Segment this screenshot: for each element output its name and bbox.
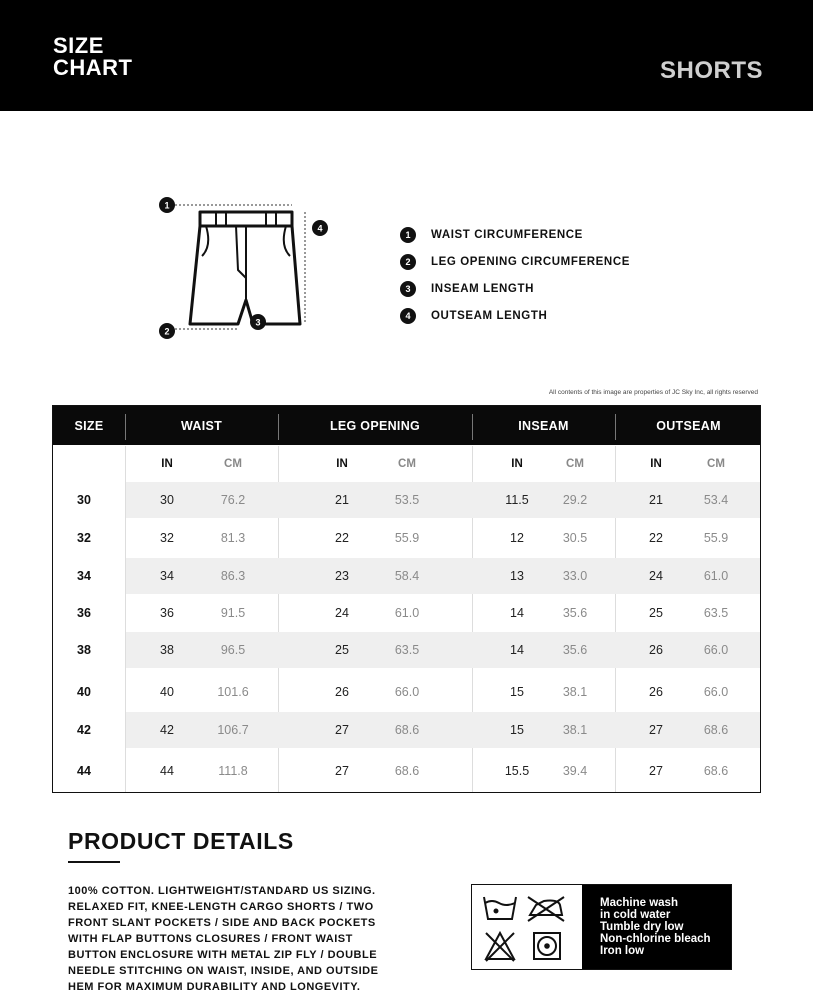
legend-item xyxy=(400,275,630,302)
in-value-cell: 21 xyxy=(335,493,349,507)
size-cell: 32 xyxy=(77,531,91,545)
unit-cm-label: CM xyxy=(566,458,584,470)
detail-line: WITH FLAP BUTTONS CLOSURES / FRONT WAIST xyxy=(68,933,353,945)
cm-value-cell: 33.0 xyxy=(562,569,588,583)
detail-line: HEM FOR MAXIMUM DURABILITY AND LONGEVITY. xyxy=(68,981,361,993)
in-value-cell: 14 xyxy=(510,643,524,657)
cm-value-cell: 66.0 xyxy=(703,685,729,699)
in-value-cell: 27 xyxy=(335,764,349,778)
legend-item xyxy=(400,248,630,275)
size-cell: 30 xyxy=(77,493,91,507)
in-value-cell: 22 xyxy=(335,531,349,545)
size-cell: 40 xyxy=(77,685,91,699)
in-value-cell: 24 xyxy=(649,569,663,583)
cm-value-cell: 53.4 xyxy=(703,493,729,507)
in-value-cell: 11.5 xyxy=(505,493,529,507)
cm-value-cell: 68.6 xyxy=(394,723,420,737)
cm-value-cell: 66.0 xyxy=(703,643,729,657)
detail-line: BUTTON ENCLOSURE WITH METAL ZIP FLY / DOUBLE xyxy=(68,949,378,961)
legend-number: 3 xyxy=(400,281,416,297)
cm-value-cell: 91.5 xyxy=(220,606,246,620)
legend-label: OUTSEAM LENGTH xyxy=(431,309,548,322)
in-value-cell: 23 xyxy=(335,569,349,583)
diagram-marker-3: 3 xyxy=(255,317,261,328)
cm-value-cell: 81.3 xyxy=(220,531,246,545)
cm-value-cell: 38.1 xyxy=(562,685,588,699)
cm-value-cell: 30.5 xyxy=(562,531,588,545)
in-value-cell: 36 xyxy=(160,606,174,620)
unit-cm-label: CM xyxy=(224,458,242,470)
in-value-cell: 25 xyxy=(335,643,349,657)
cm-value-cell: 66.0 xyxy=(394,685,420,699)
care-symbols xyxy=(472,885,580,968)
legend-label: LEG OPENING CIRCUMFERENCE xyxy=(431,255,631,268)
shorts-diagram-icon xyxy=(150,190,340,340)
detail-line: FRONT SLANT POCKETS / SIDE AND BACK POCKETS xyxy=(68,917,376,929)
detail-line: 100% COTTON. LIGHTWEIGHT/STANDARD US SIZING. xyxy=(68,885,376,897)
in-value-cell: 13 xyxy=(510,569,524,583)
in-value-cell: 44 xyxy=(160,764,174,778)
cm-value-cell: 63.5 xyxy=(703,606,729,620)
header-size: SIZE xyxy=(74,419,104,433)
in-value-cell: 21 xyxy=(649,493,663,507)
in-value-cell: 27 xyxy=(335,723,349,737)
cm-value-cell: 63.5 xyxy=(394,643,420,657)
size-table xyxy=(52,405,761,793)
cm-value-cell: 101.6 xyxy=(217,685,249,699)
cm-value-cell: 39.4 xyxy=(562,764,588,778)
legend-item xyxy=(400,302,630,329)
title-underline xyxy=(68,861,120,863)
cm-value-cell: 53.5 xyxy=(394,493,420,507)
diagram-marker-2: 2 xyxy=(164,326,170,337)
in-value-cell: 15 xyxy=(510,685,524,699)
cm-value-cell: 68.6 xyxy=(703,764,729,778)
cm-value-cell: 76.2 xyxy=(220,493,246,507)
care-line: in cold water xyxy=(600,909,671,921)
size-cell: 36 xyxy=(77,606,91,620)
in-value-cell: 32 xyxy=(160,531,174,545)
in-value-cell: 27 xyxy=(649,764,663,778)
care-line: Iron low xyxy=(600,945,645,957)
header-inseam: INSEAM xyxy=(518,419,569,433)
legend-label: WAIST CIRCUMFERENCE xyxy=(431,228,583,241)
product-details-body xyxy=(68,883,428,995)
legend-number: 4 xyxy=(400,308,416,324)
in-value-cell: 42 xyxy=(160,723,174,737)
cm-value-cell: 55.9 xyxy=(394,531,420,545)
no-iron-icon xyxy=(528,897,564,921)
in-value-cell: 40 xyxy=(160,685,174,699)
cm-value-cell: 55.9 xyxy=(703,531,729,545)
header-leg-opening: LEG OPENING xyxy=(329,419,421,433)
in-value-cell: 26 xyxy=(649,643,663,657)
cm-value-cell: 68.6 xyxy=(703,723,729,737)
cm-value-cell: 58.4 xyxy=(394,569,420,583)
cm-value-cell: 35.6 xyxy=(562,606,588,620)
in-value-cell: 26 xyxy=(649,685,663,699)
in-value-cell: 24 xyxy=(335,606,349,620)
care-line: Machine wash xyxy=(600,897,678,909)
in-value-cell: 14 xyxy=(510,606,524,620)
size-cell: 34 xyxy=(77,569,91,583)
header-outseam: OUTSEAM xyxy=(656,419,721,433)
legend-number: 2 xyxy=(400,254,416,270)
cm-value-cell: 35.6 xyxy=(562,643,588,657)
unit-in-label: IN xyxy=(336,458,348,470)
cm-value-cell: 68.6 xyxy=(394,764,420,778)
size-chart-title: SIZE CHART xyxy=(53,33,133,80)
care-line: Non-chlorine bleach xyxy=(600,933,711,945)
care-text xyxy=(582,885,731,969)
cm-value-cell: 29.2 xyxy=(562,493,588,507)
header-band xyxy=(0,0,813,111)
detail-line: RELAXED FIT, KNEE-LENGTH CARGO SHORTS / TWO xyxy=(68,901,374,913)
unit-in-label: IN xyxy=(511,458,523,470)
in-value-cell: 34 xyxy=(160,569,174,583)
size-cell: 38 xyxy=(77,643,91,657)
in-value-cell: 26 xyxy=(335,685,349,699)
in-value-cell: 12 xyxy=(510,531,524,545)
in-value-cell: 15 xyxy=(510,723,524,737)
diagram-marker-4: 4 xyxy=(317,223,323,234)
legend-number: 1 xyxy=(400,227,416,243)
detail-line: NEEDLE STITCHING ON WAIST, INSIDE, AND OUTSIDE xyxy=(68,965,379,977)
in-value-cell: 15.5 xyxy=(504,764,530,778)
in-value-cell: 30 xyxy=(160,493,174,507)
cm-value-cell: 111.8 xyxy=(218,764,248,778)
size-cell: 44 xyxy=(77,764,91,778)
in-value-cell: 38 xyxy=(160,643,174,657)
in-value-cell: 22 xyxy=(649,531,663,545)
cm-value-cell: 86.3 xyxy=(220,569,246,583)
cm-value-cell: 38.1 xyxy=(562,723,588,737)
header-waist: WAIST xyxy=(180,419,223,433)
in-value-cell: 25 xyxy=(649,606,663,620)
cm-value-cell: 61.0 xyxy=(703,569,729,583)
wash-cold-icon xyxy=(484,897,516,919)
cm-value-cell: 96.5 xyxy=(220,643,246,657)
unit-in-label: IN xyxy=(650,458,662,470)
care-line: Tumble dry low xyxy=(600,921,684,933)
copyright-notice: All contents of this image are properties of JC Sky Inc, all rights reserved xyxy=(548,389,758,396)
care-instructions xyxy=(471,884,732,970)
no-bleach-icon xyxy=(486,933,514,961)
care-icons xyxy=(472,885,582,969)
cm-value-cell: 106.7 xyxy=(217,723,249,737)
tumble-dry-low-icon xyxy=(534,933,560,959)
in-value-cell: 27 xyxy=(649,723,663,737)
cm-value-cell: 61.0 xyxy=(394,606,420,620)
legend-label: INSEAM LENGTH xyxy=(431,282,534,295)
category-label: SHORTS xyxy=(659,57,763,84)
unit-in-label: IN xyxy=(161,458,173,470)
legend-item xyxy=(400,221,630,248)
product-details-title: PRODUCT DETAILS xyxy=(68,828,294,854)
measurement-legend xyxy=(400,221,630,329)
unit-cm-label: CM xyxy=(398,458,416,470)
unit-cm-label: CM xyxy=(707,458,725,470)
table-header xyxy=(53,406,760,445)
diagram-marker-1: 1 xyxy=(164,200,170,211)
size-cell: 42 xyxy=(77,723,91,737)
